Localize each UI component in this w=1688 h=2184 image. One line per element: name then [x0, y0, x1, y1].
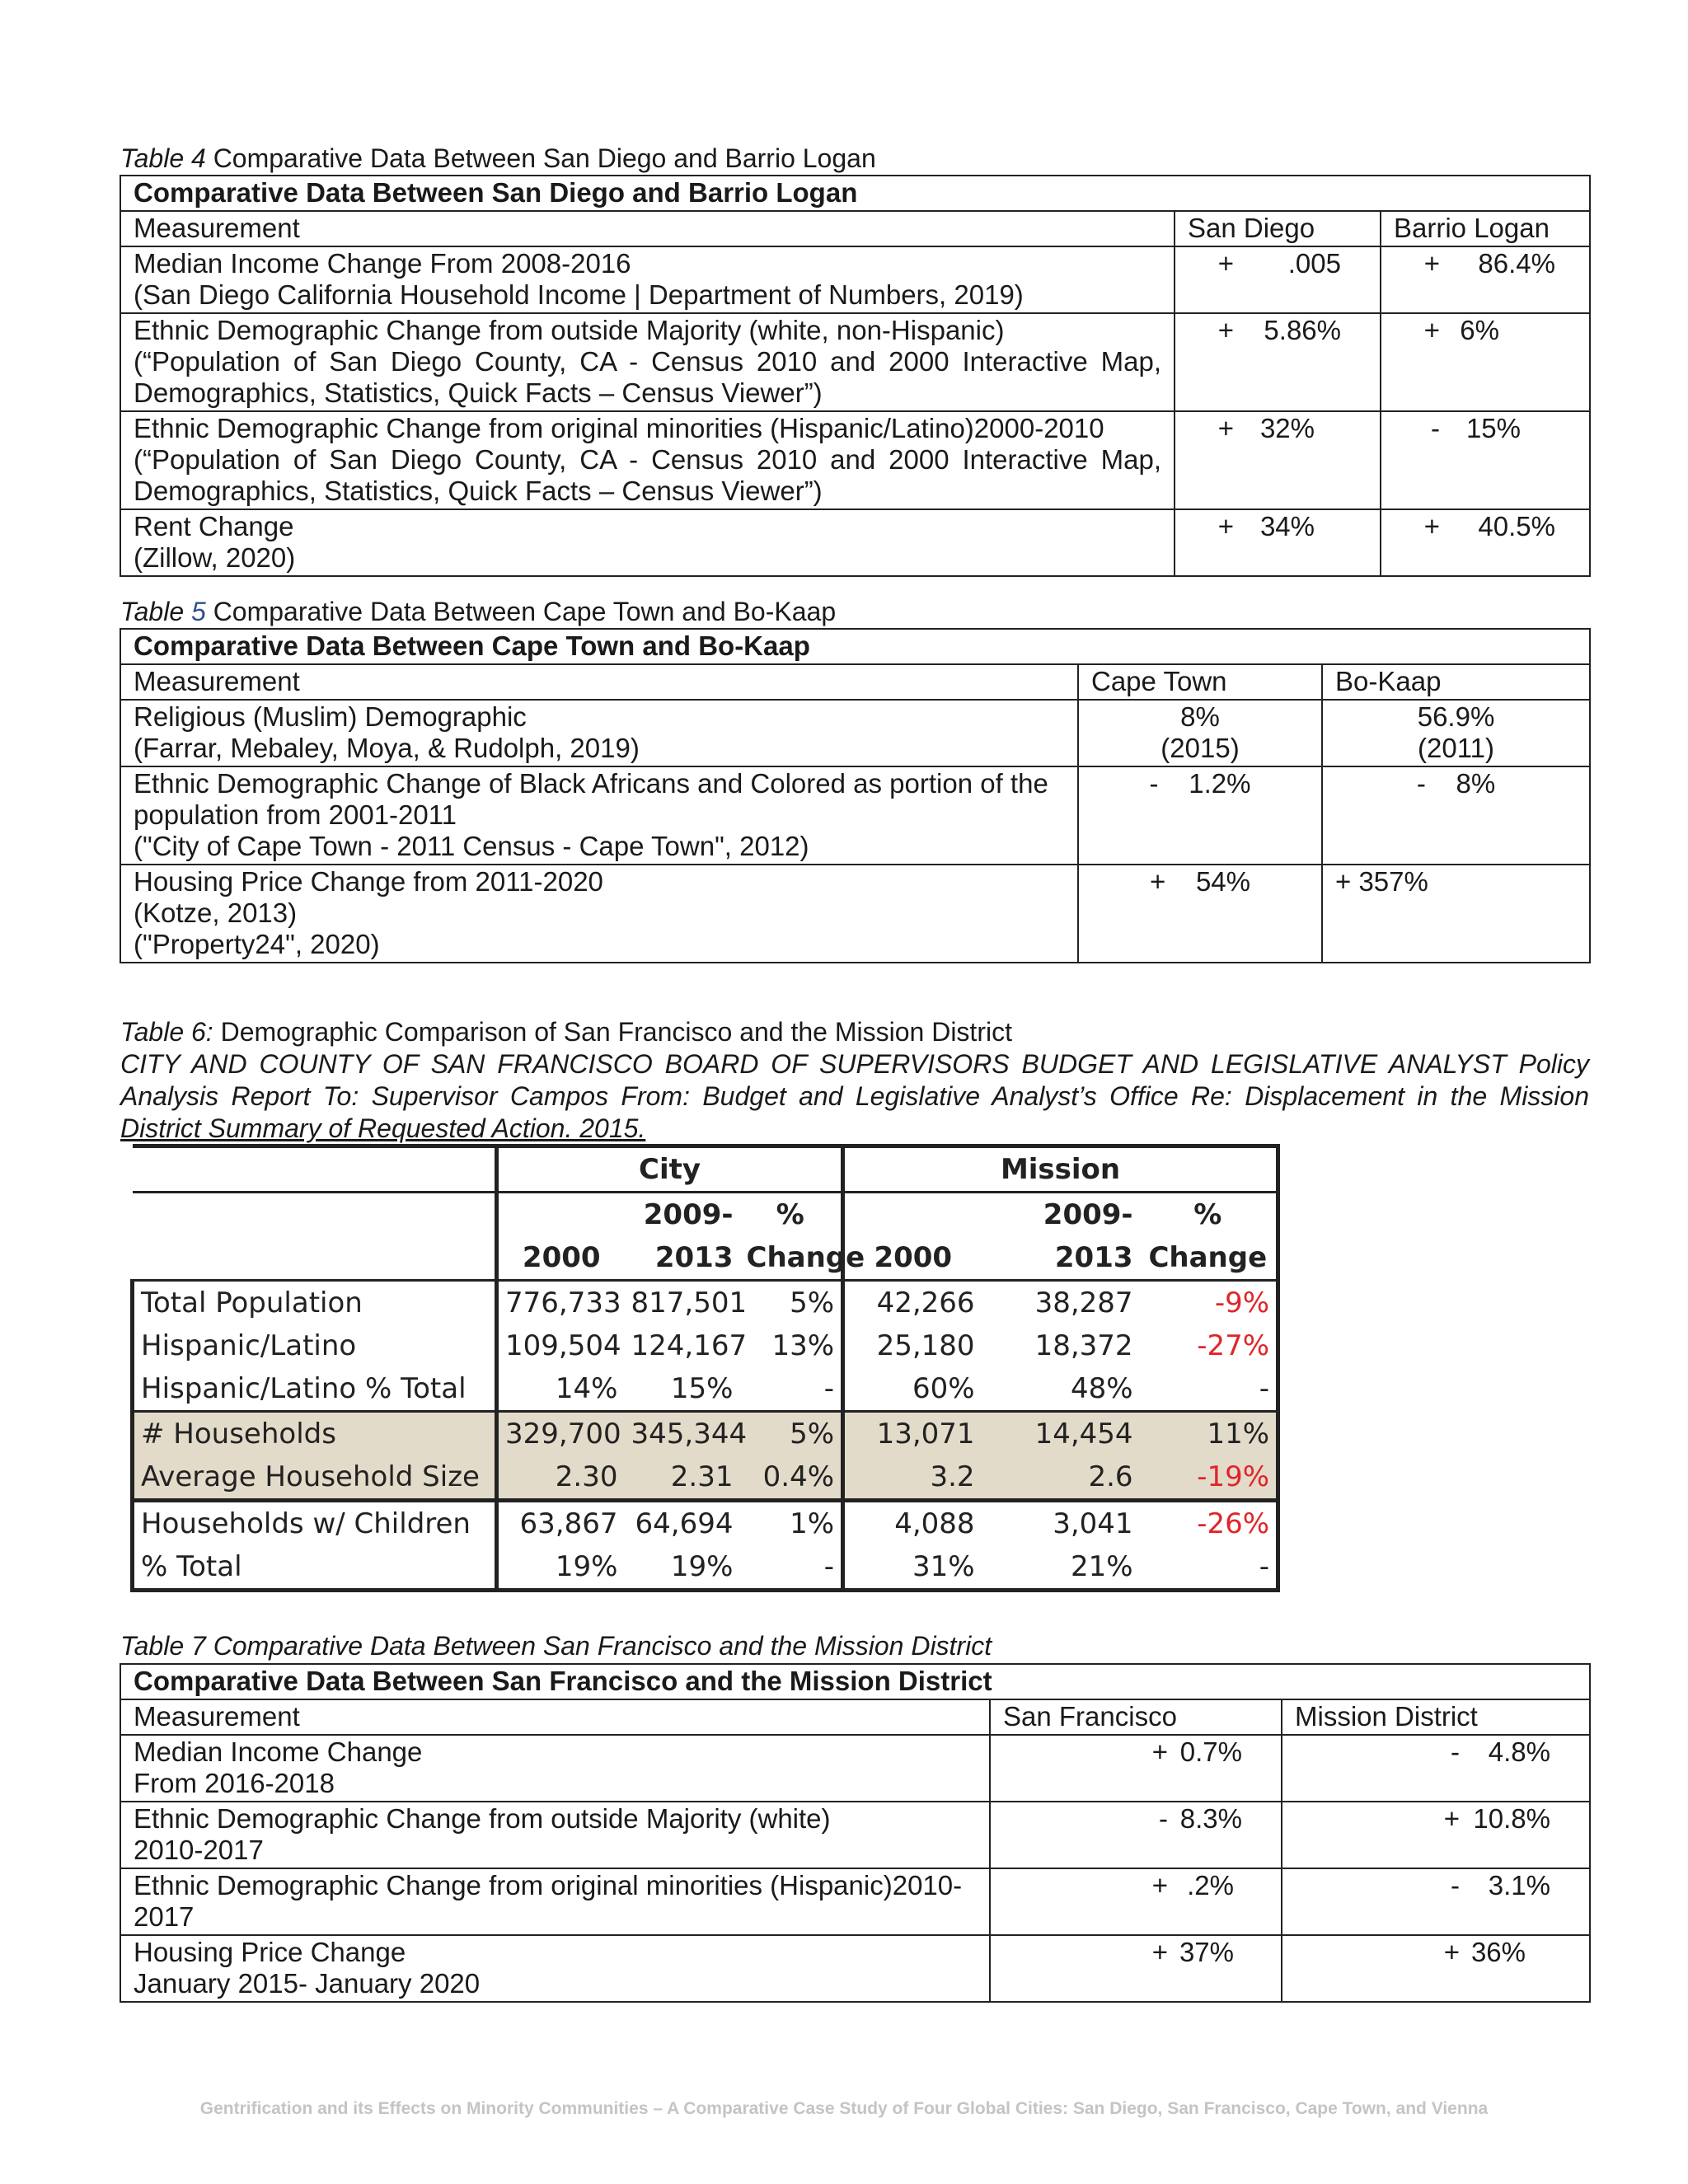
table-row: Households w/ Children 63,867 64,694 1% 4,088 3,041 -26%: [133, 1501, 1278, 1546]
table4-caption: Table 4 Comparative Data Between San Diego and Barrio Logan: [120, 143, 876, 173]
table-row: Ethnic Demographic Change from outside Majority (white) 2010-2017 - 8.3% + 10.8%: [120, 1802, 1590, 1868]
table7-col-mission-district: Mission District: [1282, 1699, 1590, 1735]
table5-caption: Table 5 Comparative Data Between Cape Town and Bo-Kaap: [120, 597, 837, 626]
table-row: Hispanic/Latino 109,504 124,167 13% 25,180 18,372 -27%: [133, 1324, 1278, 1367]
census-group-mission: Mission: [843, 1146, 1278, 1193]
table-row: Housing Price Change January 2015- January 2020 + 37% + 36%: [120, 1935, 1590, 2002]
table-row: Median Income Change From 2016-2018 + 0.7% - 4.8%: [120, 1735, 1590, 1802]
table4-col-san-diego: San Diego: [1175, 211, 1381, 246]
table7-col-san-francisco: San Francisco: [990, 1699, 1282, 1735]
table5-col-bo-kaap: Bo-Kaap: [1322, 664, 1590, 700]
table-row: Ethnic Demographic Change from outside Majority (white, non-Hispanic) (“Population of San Diego County, CA - Census 2010 and 2000 Interactive Map, Demographics, Statistics, Quick Facts – Census Viewer”) + 5.86% + 6%: [120, 313, 1590, 411]
table7-title: Comparative Data Between San Francisco and the Mission District: [120, 1664, 1590, 1699]
table-row: # Households 329,700 345,344 5% 13,071 14,454 11%: [133, 1412, 1278, 1456]
table-row: % Total 19% 19% - 31% 21% -: [133, 1545, 1278, 1591]
table4-col-barrio-logan: Barrio Logan: [1381, 211, 1590, 246]
table-row: Hispanic/Latino % Total 14% 15% - 60% 48% -: [133, 1367, 1278, 1412]
table6-caption: Table 6: Demographic Comparison of San Francisco and the Mission District: [120, 1017, 1012, 1047]
table7-col-measurement: Measurement: [120, 1699, 990, 1735]
census-group-city: City: [497, 1146, 843, 1193]
table-row: Religious (Muslim) Demographic (Farrar, Mebaley, Moya, & Rudolph, 2019) 8% (2015) 56.9% (2011): [120, 700, 1590, 766]
table-row: Rent Change (Zillow, 2020) + 34% + 40.5%: [120, 509, 1590, 576]
table-row: Ethnic Demographic Change from original minorities (Hispanic/Latino)2000-2010 (“Population of San Diego County, CA - Census 2010 and 2000 Interactive Map, Demographics, Statistics, Quick Facts – Census Viewer”) + 32% - 15%: [120, 411, 1590, 509]
census-table-figure: [130, 1144, 1276, 1601]
table5-col-cape-town: Cape Town: [1078, 664, 1322, 700]
table4-col-measurement: Measurement: [120, 211, 1175, 246]
table5: [120, 628, 1591, 963]
table5-col-measurement: Measurement: [120, 664, 1078, 700]
table7: [120, 1663, 1591, 2003]
census-table: City Mission 2009- % 2009- % 2000 2013 Change 2000 2013 Change Total Population 776,733 817,501 5% 42,266 38,287 -9% Hispanic/Latino 109,504 124,167 13% 25,180 18,372 -27% Hispanic/Latino % Total 14% 15% - 60% 48% - # Households 329,700 345,344 5% 13,071 14,454 11% Average Household Size 2.30 2.31 0.4% 3.2 2.6 -19% Households w/ Children 63,867 64,694 1% 4,088 3,041 -26% % Total 19% 19% - 31% 21% -: [130, 1144, 1280, 1592]
page-footer: Gentrification and its Effects on Minority Communities – A Comparative Case Study of Four Global Cities: San Diego, San Francisco, Cape Town, and Vienna: [199, 2099, 1489, 2118]
table-row: Total Population 776,733 817,501 5% 42,266 38,287 -9%: [133, 1281, 1278, 1325]
table-row: Average Household Size 2.30 2.31 0.4% 3.2 2.6 -19%: [133, 1455, 1278, 1501]
table4: [120, 175, 1591, 577]
table6-reference: CITY AND COUNTY OF SAN FRANCISCO BOARD OF SUPERVISORS BUDGET AND LEGISLATIVE ANALYST Policy Analysis Report To: Supervisor Campos From: Budget and Legislative Analyst’s Office Re: Displacement in the Mission District Summary of Requested Action. 2015.: [120, 1049, 1589, 1143]
table-row: Ethnic Demographic Change of Black Africans and Colored as portion of the population from 2001-2011 ("City of Cape Town - 2011 Census - Cape Town", 2012) - 1.2% - 8%: [120, 766, 1590, 865]
table4-title: Comparative Data Between San Diego and Barrio Logan: [120, 176, 1590, 211]
table5-title: Comparative Data Between Cape Town and Bo-Kaap: [120, 629, 1590, 664]
table-row: Ethnic Demographic Change from original minorities (Hispanic)2010- 2017 + .2% - 3.1%: [120, 1868, 1590, 1935]
table7-caption: Table 7 Comparative Data Between San Francisco and the Mission District: [120, 1631, 992, 1661]
table-row: Median Income Change From 2008-2016 (San Diego California Household Income | Department of Numbers, 2019) + .005 + 86.4%: [120, 246, 1590, 313]
table-row: Housing Price Change from 2011-2020 (Kotze, 2013) ("Property24", 2020) + 54% + 357%: [120, 865, 1590, 963]
